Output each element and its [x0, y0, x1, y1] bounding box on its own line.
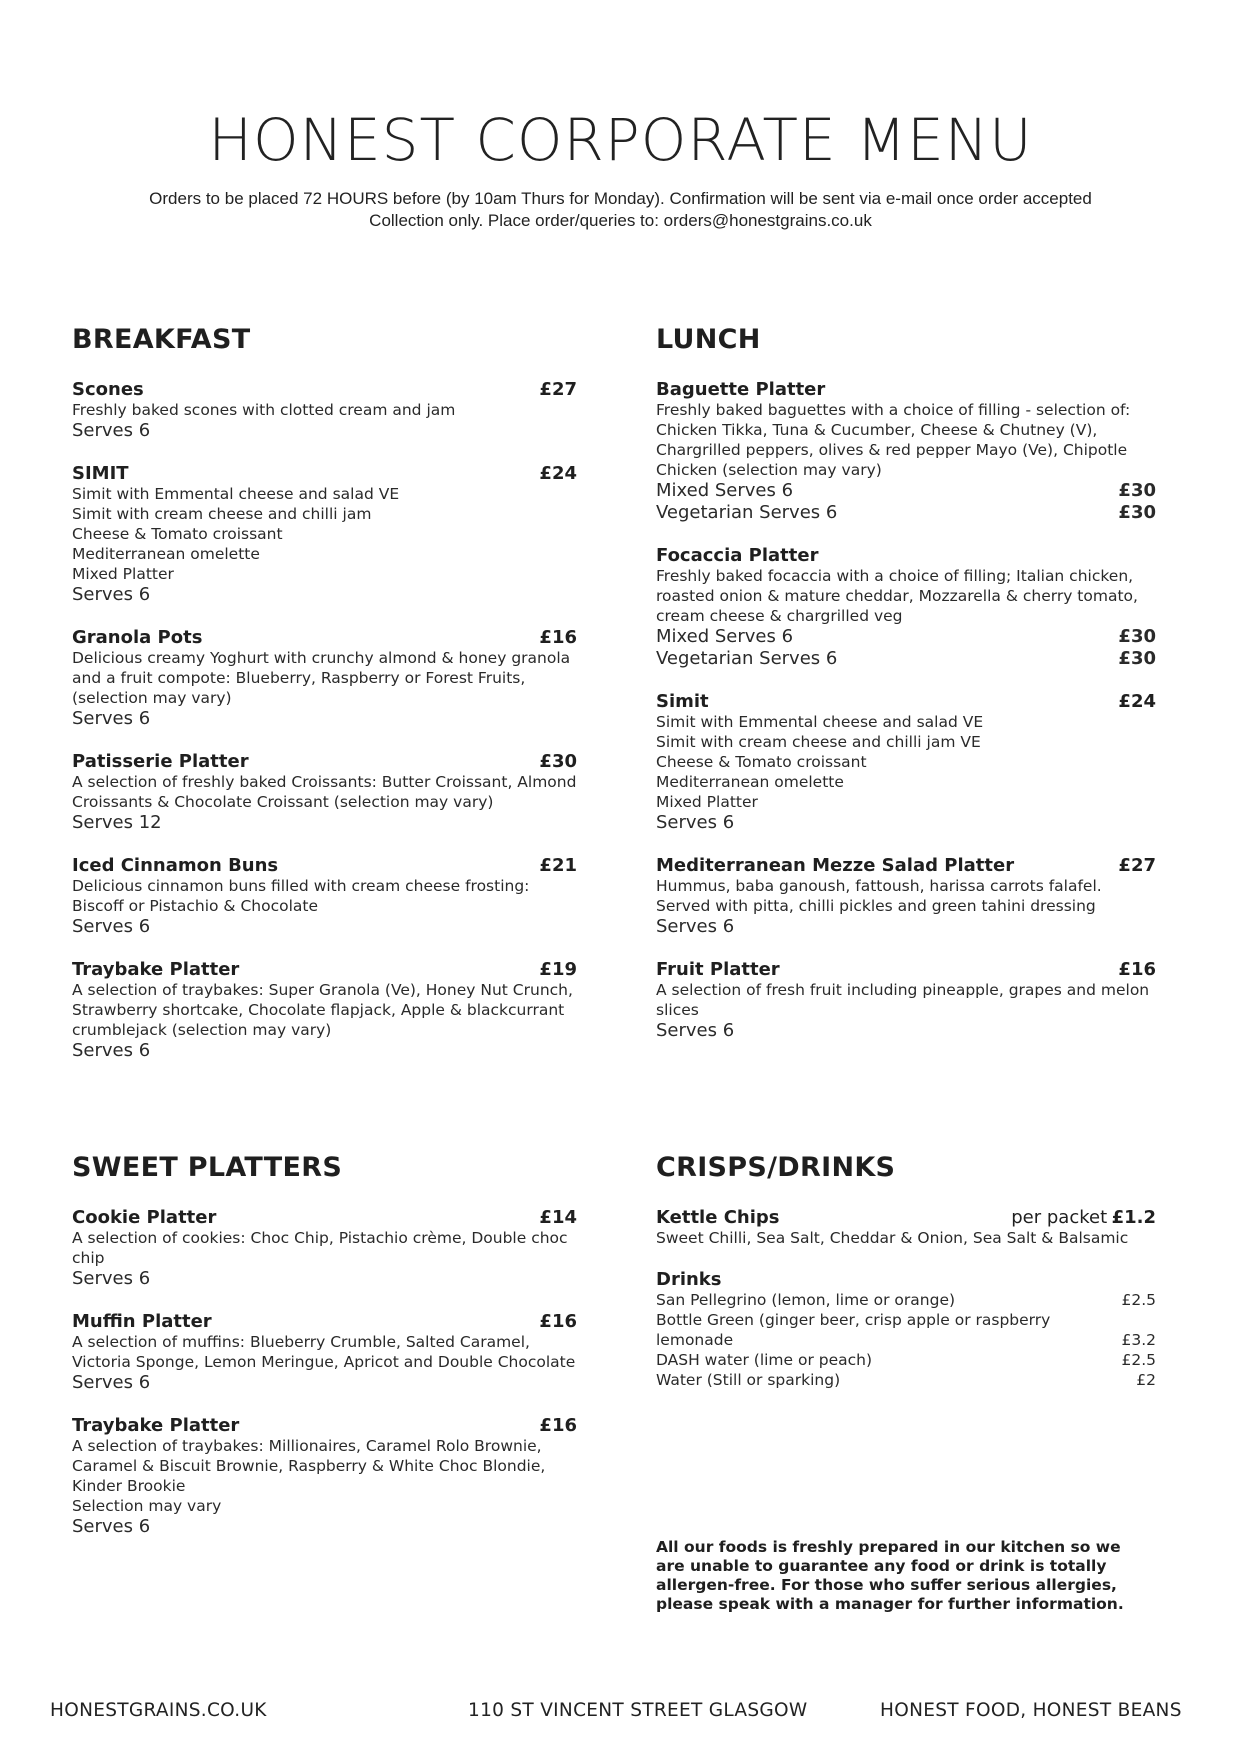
drink-label: Water (Still or sparking): [656, 1371, 841, 1389]
item-name: Kettle Chips: [656, 1207, 780, 1228]
drink-price: £2.5: [1121, 1351, 1156, 1369]
item-name: Iced Cinnamon Buns: [72, 855, 279, 876]
item-description: A selection of freshly baked Croissants: Butter Croissant, Almond Croissants & Chocolate Croissant (selection may vary): [72, 773, 577, 811]
item-serves: Serves 6: [72, 708, 151, 729]
drink-price: £2.5: [1121, 1291, 1156, 1309]
menu-item: [72, 1415, 577, 1538]
menu-item: [72, 627, 577, 730]
item-serves: Serves 6: [72, 1268, 151, 1289]
item-name: Baguette Platter: [656, 379, 826, 400]
menu-item: [72, 959, 577, 1062]
item-description: Cheese & Tomato croissant: [656, 753, 867, 771]
item-description: Sweet Chilli, Sea Salt, Cheddar & Onion, Sea Salt & Balsamic: [656, 1229, 1129, 1247]
item-serves: Serves 6: [72, 1040, 151, 1061]
item-description: Mixed Platter: [656, 793, 758, 811]
drinks-list: [656, 1269, 1156, 1390]
drink-row: [656, 1350, 1156, 1370]
crisps-heading: CRISPS/DRINKS: [656, 1152, 896, 1183]
menu-item: [656, 855, 1156, 938]
item-price: £14: [539, 1207, 577, 1228]
item-name: Fruit Platter: [656, 959, 780, 980]
item-description: A selection of traybakes: Super Granola (Ve), Honey Nut Crunch, Strawberry shortcake, Chocolate flapjack, Apple & blackcurrant crumblejack (selection may vary): [72, 981, 573, 1039]
item-description: Hummus, baba ganoush, fattoush, harissa carrots falafel. Served with pitta, chilli pickles and green tahini dressing: [656, 877, 1102, 915]
item-price: £16: [539, 627, 577, 648]
menu-item: [72, 1311, 577, 1394]
item-description: Delicious creamy Yoghurt with crunchy almond & honey granola and a fruit compote: Blueberry, Raspberry or Forest Fruits, (selection may vary): [72, 649, 571, 707]
item-serves: Serves 12: [72, 812, 162, 833]
item-description: A selection of muffins: Blueberry Crumble, Salted Caramel, Victoria Sponge, Lemon Meringue, Apricot and Double Chocolate: [72, 1333, 576, 1371]
page-title: HONEST CORPORATE MENU: [208, 106, 1033, 174]
item-description: Simit with Emmental cheese and salad VE: [72, 485, 400, 503]
item-description: Freshly baked scones with clotted cream and jam: [72, 401, 456, 419]
option-price: £30: [1118, 626, 1156, 647]
drink-label: San Pellegrino (lemon, lime or orange): [656, 1291, 956, 1309]
menu-item: [72, 751, 577, 834]
item-serves: Serves 6: [72, 584, 151, 605]
item-serves: Serves 6: [656, 916, 735, 937]
item-price: £16: [539, 1311, 577, 1332]
menu-item: [656, 691, 1156, 834]
option-price: £30: [1118, 502, 1156, 523]
item-price: £16: [539, 1415, 577, 1436]
item-name: Focaccia Platter: [656, 545, 819, 566]
item-description: Mediterranean omelette: [656, 773, 844, 791]
drink-row: [656, 1290, 1156, 1310]
item-serves: Serves 6: [656, 1020, 735, 1041]
crisps-drinks-section: [656, 1151, 1156, 1411]
option-label: Mixed Serves 6: [656, 626, 794, 647]
option-price: £30: [1118, 648, 1156, 669]
menu-item: [656, 1207, 1156, 1248]
menu-item: [656, 545, 1156, 670]
item-name: Granola Pots: [72, 627, 203, 648]
item-price: £30: [539, 751, 577, 772]
price-option: [656, 502, 1156, 524]
item-name: Muffin Platter: [72, 1311, 212, 1332]
item-serves: Serves 6: [72, 420, 151, 441]
menu-item: [656, 959, 1156, 1042]
item-price: £27: [539, 379, 577, 400]
price-option: [656, 480, 1156, 502]
drink-label: lemonade: [656, 1331, 734, 1349]
item-price: £27: [1118, 855, 1156, 876]
price-note: per packet: [1011, 1207, 1108, 1228]
menu-item: [72, 855, 577, 938]
item-description: Simit with Emmental cheese and salad VE: [656, 713, 984, 731]
item-description: A selection of fresh fruit including pineapple, grapes and melon slices: [656, 981, 1150, 1019]
price-option: [656, 626, 1156, 648]
item-name: Traybake Platter: [72, 1415, 240, 1436]
breakfast-section: [72, 323, 577, 1083]
item-name: Mediterranean Mezze Salad Platter: [656, 855, 1015, 876]
sweet-platters-section: [72, 1151, 577, 1559]
item-serves: Serves 6: [656, 812, 735, 833]
lunch-section: [656, 323, 1156, 1063]
item-serves: Serves 6: [72, 1372, 151, 1393]
item-price: £19: [539, 959, 577, 980]
item-name: Scones: [72, 379, 144, 400]
item-description: Mediterranean omelette: [72, 545, 260, 563]
item-description: Cheese & Tomato croissant: [72, 525, 283, 543]
menu-item: [72, 463, 577, 606]
drink-row: [656, 1310, 1156, 1330]
item-price: £1.2: [1111, 1207, 1156, 1228]
item-description: Selection may vary: [72, 1497, 222, 1515]
item-price: £21: [539, 855, 577, 876]
option-label: Mixed Serves 6: [656, 480, 794, 501]
footer-address: 110 ST VINCENT STREET GLASGOW: [468, 1700, 808, 1721]
item-description: A selection of traybakes: Millionaires, Caramel Rolo Brownie, Caramel & Biscuit Brownie, Raspberry & White Choc Blondie, Kinder Brookie: [72, 1437, 546, 1495]
drink-label: Bottle Green (ginger beer, crisp apple or raspberry: [656, 1311, 1051, 1329]
drink-row: [656, 1370, 1156, 1390]
drink-row: [656, 1330, 1156, 1350]
item-name: Cookie Platter: [72, 1207, 217, 1228]
item-description: Freshly baked focaccia with a choice of filling; Italian chicken, roasted onion & mature cheddar, Mozzarella & cherry tomato, cream cheese & chargrilled veg: [656, 567, 1138, 625]
item-serves: Serves 6: [72, 1516, 151, 1537]
breakfast-heading: BREAKFAST: [72, 324, 251, 355]
item-description: Mixed Platter: [72, 565, 174, 583]
order-instructions: Orders to be placed 72 HOURS before (by 10am Thurs for Monday). Confirmation will be sent via e-mail once order accepted: [149, 189, 1092, 208]
sweet-heading: SWEET PLATTERS: [72, 1152, 343, 1183]
item-price: £16: [1118, 959, 1156, 980]
item-description: Simit with cream cheese and chilli jam: [72, 505, 372, 523]
item-description: Delicious cinnamon buns filled with cream cheese frosting: Biscoff or Pistachio & Chocolate: [72, 877, 530, 915]
drink-price: £2: [1136, 1371, 1156, 1389]
item-description: A selection of cookies: Choc Chip, Pistachio crème, Double choc chip: [72, 1229, 568, 1267]
footer-website: HONESTGRAINS.CO.UK: [50, 1700, 267, 1721]
item-name: Patisserie Platter: [72, 751, 249, 772]
item-price: £24: [1118, 691, 1156, 712]
price-option: [656, 648, 1156, 670]
menu-item: [72, 1207, 577, 1290]
item-description: Simit with cream cheese and chilli jam VE: [656, 733, 981, 751]
menu-item: [72, 379, 577, 442]
item-price: £24: [539, 463, 577, 484]
option-label: Vegetarian Serves 6: [656, 648, 838, 669]
allergen-notice: All our foods is freshly prepared in our kitchen so we are unable to guarantee any food or drink is totally allergen-free. For those who suffer serious allergies, please speak with a manager for further information.: [656, 1538, 1124, 1613]
item-name: SIMIT: [72, 463, 129, 484]
option-label: Vegetarian Serves 6: [656, 502, 838, 523]
item-description: Freshly baked baguettes with a choice of filling - selection of: Chicken Tikka, Tuna & Cucumber, Cheese & Chutney (V), Chargrilled peppers, olives & red pepper Mayo (Ve), Chipotle Chicken (selection may vary): [656, 401, 1131, 479]
drinks-title: Drinks: [656, 1269, 722, 1290]
item-serves: Serves 6: [72, 916, 151, 937]
item-name: Traybake Platter: [72, 959, 240, 980]
lunch-heading: LUNCH: [656, 324, 761, 355]
drink-label: DASH water (lime or peach): [656, 1351, 873, 1369]
footer-tagline: HONEST FOOD, HONEST BEANS: [880, 1700, 1182, 1721]
option-price: £30: [1118, 480, 1156, 501]
item-name: Simit: [656, 691, 709, 712]
collection-info: Collection only. Place order/queries to: orders@honestgrains.co.uk: [369, 211, 872, 230]
drink-price: £3.2: [1121, 1331, 1156, 1349]
menu-item: [656, 379, 1156, 524]
